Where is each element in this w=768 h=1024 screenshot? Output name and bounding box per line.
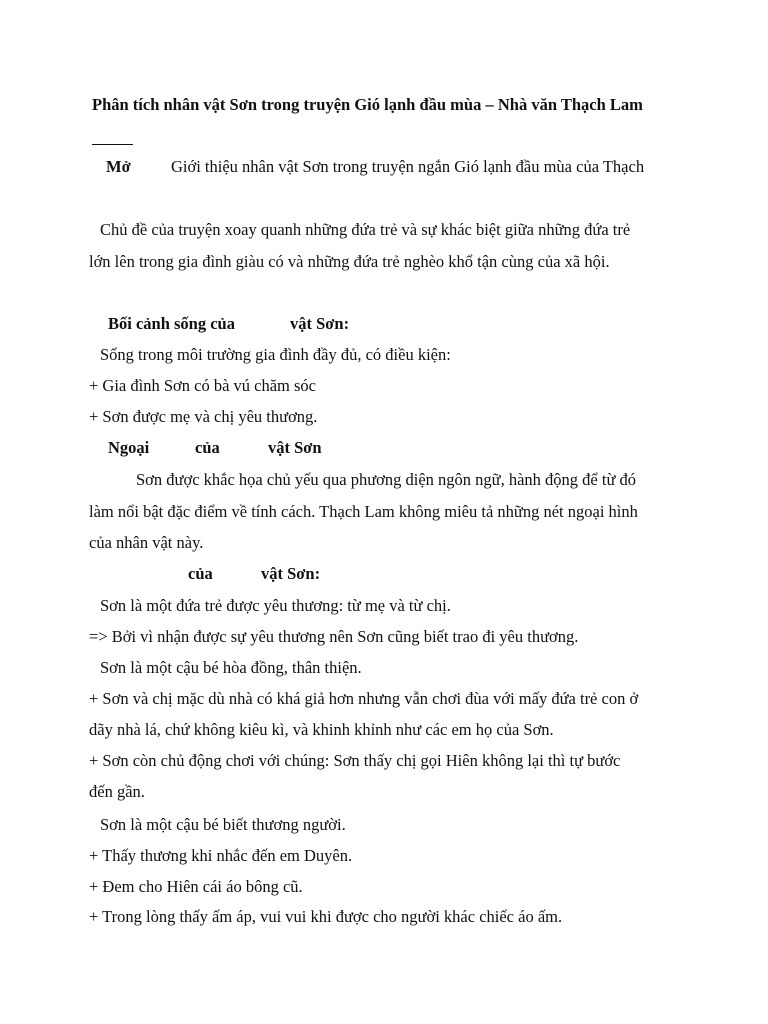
context-heading-part-1: Bối cảnh sống của bbox=[108, 314, 235, 333]
personality-line: + Sơn và chị mặc dù nhà có khá giả hơn nhưng vẫn chơi đùa với mấy đứa trẻ con ở bbox=[89, 689, 639, 708]
intro-label: Mở bbox=[106, 157, 131, 176]
title-underline-rule bbox=[92, 144, 133, 145]
document-title: Phân tích nhân vật Sơn trong truyện Gió lạnh đầu mùa – Nhà văn Thạch Lam bbox=[92, 95, 643, 114]
personality-line: => Bởi vì nhận được sự yêu thương nên Sơn cũng biết trao đi yêu thương. bbox=[89, 627, 579, 646]
theme-line-2: lớn lên trong gia đình giàu có và những đứa trẻ nghèo khổ tận cùng của xã hội. bbox=[89, 252, 610, 271]
personality-heading-part-2: vật Sơn: bbox=[261, 564, 321, 583]
appearance-line: Sơn được khắc họa chủ yếu qua phương diện ngôn ngữ, hành động để từ đó bbox=[136, 470, 637, 489]
personality-line: Sơn là một đứa trẻ được yêu thương: từ mẹ và từ chị. bbox=[100, 596, 451, 615]
appearance-heading-part-3: vật Sơn bbox=[268, 438, 322, 457]
intro-text: Giới thiệu nhân vật Sơn trong truyện ngắn Gió lạnh đầu mùa của Thạch bbox=[171, 157, 645, 176]
personality-line: + Đem cho Hiên cái áo bông cũ. bbox=[89, 877, 303, 896]
personality-line: + Sơn còn chủ động chơi với chúng: Sơn thấy chị gọi Hiên không lại thì tự bước bbox=[89, 751, 621, 770]
personality-line: đến gần. bbox=[89, 782, 145, 801]
personality-line: + Thấy thương khi nhắc đến em Duyên. bbox=[89, 846, 353, 865]
personality-line: Sơn là một cậu bé hòa đồng, thân thiện. bbox=[100, 658, 362, 677]
personality-line: dãy nhà lá, chứ không kiêu kì, và khinh khỉnh như các em họ của Sơn. bbox=[89, 720, 554, 739]
appearance-line: của nhân vật này. bbox=[89, 533, 204, 552]
context-line: + Gia đình Sơn có bà vú chăm sóc bbox=[89, 376, 316, 395]
context-line: Sống trong môi trường gia đình đầy đủ, có điều kiện: bbox=[100, 345, 451, 364]
personality-line: + Trong lòng thấy ấm áp, vui vui khi được cho người khác chiếc áo ấm. bbox=[89, 907, 563, 926]
appearance-heading-part-2: của bbox=[195, 438, 220, 457]
personality-line: Sơn là một cậu bé biết thương người. bbox=[100, 815, 346, 834]
theme-line-1: Chủ đề của truyện xoay quanh những đứa trẻ và sự khác biệt giữa những đứa trẻ bbox=[100, 220, 631, 239]
personality-heading-part-1: của bbox=[188, 564, 213, 583]
context-heading-part-2: vật Sơn: bbox=[290, 314, 350, 333]
appearance-line: làm nổi bật đặc điểm về tính cách. Thạch Lam không miêu tả những nét ngoại hình bbox=[89, 502, 638, 521]
context-line: + Sơn được mẹ và chị yêu thương. bbox=[89, 407, 318, 426]
appearance-heading-part-1: Ngoại bbox=[108, 438, 150, 457]
